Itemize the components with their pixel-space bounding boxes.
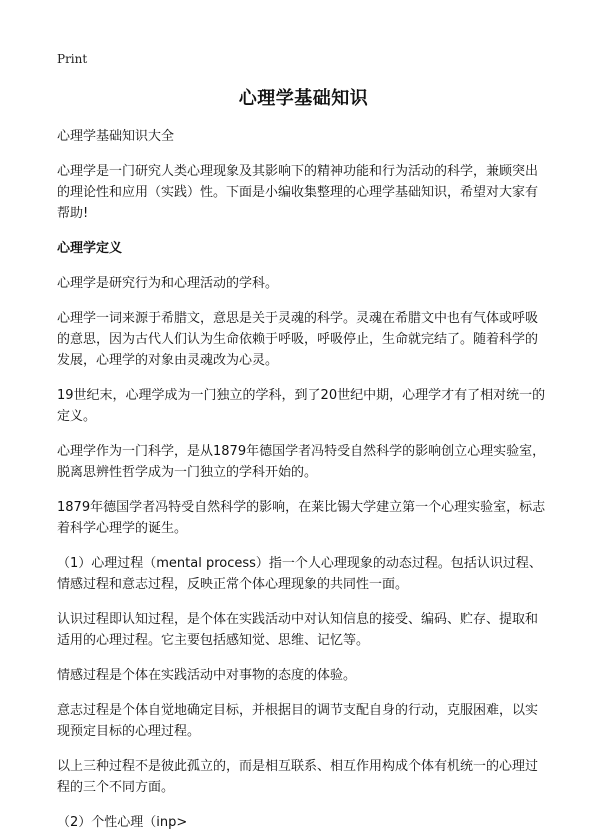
paragraph: 1879年德国学者冯特受自然科学的影响，在莱比锡大学建立第一个心理实验室，标志着科学心理学的诞生。 [57,500,546,536]
paragraph: 认识过程即认知过程，是个体在实践活动中对认知信息的接受、编码、贮存、提取和适用的心理过程。它主要包括感知觉、思维、记忆等。 [57,612,539,648]
paragraph: 心理学一词来源于希腊文，意思是关于灵魂的科学。灵魂在希腊文中也有气体或呼吸的意思，因为古代人们认为生命依赖于呼吸，呼吸停止，生命就完结了。随着科学的发展，心理学的对象由灵魂改为心灵。 [57,311,539,368]
page-title: 心理学基础知识 [238,88,369,109]
paragraph: （2）个性心理（inp> [57,815,188,830]
paragraph: （1）心理过程（mental process）指一个人心理现象的动态过程。包括认识过程、情感过程和意志过程，反映正常个体心理现象的共同性一面。 [57,556,542,592]
print-link[interactable]: Print [57,52,88,66]
paragraph: 情感过程是个体在实践活动中对事物的态度的体验。 [57,668,357,683]
paragraph: 心理学是研究行为和心理活动的学科。 [57,276,279,291]
paragraph: 以上三种过程不是彼此孤立的，而是相互联系、相互作用构成个体有机统一的心理过程的三个不同方面。 [57,759,539,795]
intro-paragraph: 心理学是一门研究人类心理现象及其影响下的精神功能和行为活动的科学，兼顾突出的理论性和应用（实践）性。下面是小编收集整理的心理学基础知识，希望对大家有帮助! [57,164,539,221]
section-heading: 心理学定义 [57,241,123,256]
document-subtitle: 心理学基础知识大全 [57,129,175,144]
paragraph: 19世纪末，心理学成为一门独立的学科，到了20世纪中期，心理学才有了相对统一的定义。 [57,388,546,424]
paragraph: 意志过程是个体自觉地确定目标，并根据目的调节支配自身的行动，克服困难，以实现预定目标的心理过程。 [57,703,539,739]
paragraph: 心理学作为一门科学，是从1879年德国学者冯特受自然科学的影响创立心理实验室，脱离思辨性哲学成为一门独立的学科开始的。 [57,444,546,480]
